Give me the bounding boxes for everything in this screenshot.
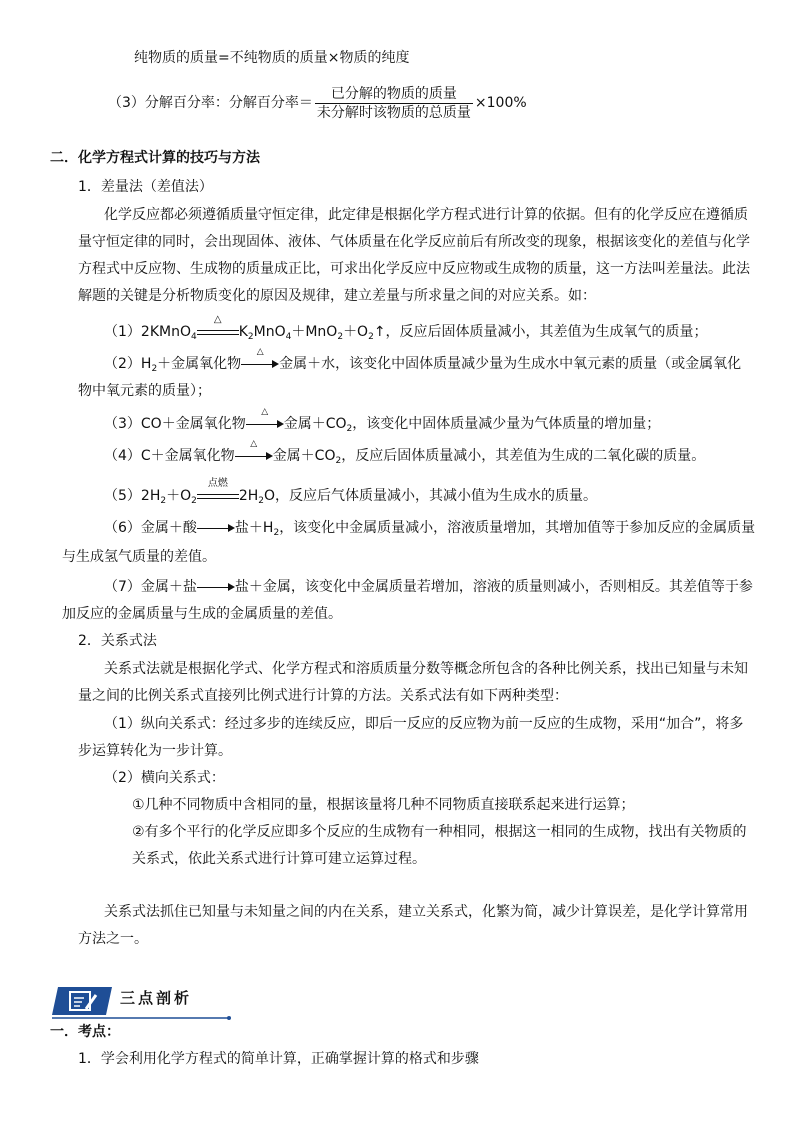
subscript: 2	[258, 496, 265, 506]
reaction-arrow	[241, 347, 279, 371]
product: ＋O	[343, 324, 369, 340]
reaction-arrow	[197, 521, 235, 535]
paragraph-line: （2）横向关系式：	[104, 770, 225, 786]
reactant: （7）金属＋盐	[104, 579, 197, 595]
product: K	[238, 324, 248, 340]
reaction-3	[104, 407, 661, 439]
explanation: ，反应后固体质量减小，其差值为生成的二氧化碳的质量。	[341, 448, 706, 464]
equals-sign	[197, 478, 239, 503]
subscript: 2	[368, 332, 374, 342]
explanation: O，反应后气体质量减小，其减小值为生成水的质量。	[264, 488, 598, 504]
explanation: ，该变化中金属质量减小，溶液质量增加，其增加值等于参加反应的金属质量	[279, 520, 756, 536]
product: 金属＋CO	[283, 416, 347, 432]
reaction-arrow	[235, 439, 273, 463]
reaction-arrow	[197, 580, 235, 594]
paragraph-line: 关系式法抓住已知量与未知量之间的内在关系，建立关系式，化繁为简，减少计算误差，是化学计算常用	[104, 904, 748, 920]
section-heading: 一．考点：	[50, 1024, 120, 1040]
subscript: 4	[190, 332, 197, 342]
reaction-arrow	[246, 407, 284, 431]
purity-formula: 纯物质的质量=不纯物质的质量×物质的纯度	[134, 50, 410, 66]
subscript: 4	[285, 332, 292, 342]
equals-sign	[197, 314, 239, 339]
product: ＋MnO	[291, 324, 338, 340]
list-item: 1．学会利用化学方程式的简单计算，正确掌握计算的格式和步骤	[78, 1051, 479, 1067]
decomposition-formula	[108, 84, 527, 122]
reactant: （6）金属＋酸	[104, 520, 197, 536]
paragraph-line: 解题的关键是分析物质变化的原因及规律，建立差量与所求量之间的对应关系。如：	[78, 288, 596, 304]
fraction-numerator: 已分解的物质的质量	[315, 85, 473, 104]
paragraph-line: 方法之一。	[78, 931, 148, 947]
banner-title: 三点剖析	[120, 989, 193, 1007]
explanation: 盐＋金属，该变化中金属质量若增加，溶液的质量则减小，否则相反。其差值等于参	[234, 579, 753, 595]
explanation: 金属＋水，该变化中固体质量减少量为生成水中氧元素的质量（或金属氧化	[279, 356, 742, 372]
subscript: 2	[191, 496, 197, 506]
paragraph-line: 关系式法就是根据化学式、化学方程式和溶质质量分数等概念所包含的各种比例关系，找出已知量与未知	[104, 661, 748, 677]
ignition-condition: 点燃	[207, 478, 228, 489]
paragraph-line: （1）纵向关系式：经过多步的连续反应，即后一反应的反应物为前一反应的生成物，采用“加合”，将多	[104, 716, 744, 732]
reaction-1	[104, 314, 708, 347]
paragraph-line: 量守恒定律的同时，会出现固体、液体、气体质量在化学反应前后有所改变的现象，根据该变化的差值与化学	[78, 234, 750, 250]
reactant: （2）H	[104, 356, 152, 372]
heat-condition: △	[256, 347, 264, 357]
paragraph-line: 加反应的金属质量与生成的金属质量的差值。	[62, 606, 342, 622]
heat-condition: △	[213, 314, 222, 325]
reaction-2	[104, 347, 742, 379]
subscript: 2	[151, 364, 158, 374]
list-item: 关系式，依此关系式进行计算可建立运算过程。	[132, 851, 426, 867]
fraction	[315, 85, 473, 122]
reactant: ＋金属氧化物	[157, 356, 242, 372]
reaction-6	[104, 518, 755, 543]
method-title: 2．关系式法	[78, 633, 157, 649]
reactant: （1）2KMnO	[104, 324, 191, 340]
method-title: 1．差量法（差值法）	[78, 179, 213, 195]
formula-tail: ×100%	[474, 95, 527, 111]
paragraph-line: 物中氧元素的质量）；	[78, 383, 211, 399]
subscript: 2	[273, 528, 280, 538]
subscript: 2	[160, 496, 167, 506]
subscript: 2	[346, 424, 353, 434]
formula-label: （3）分解百分率：分解百分率＝	[108, 95, 313, 111]
reaction-5	[104, 478, 598, 511]
reactant: （3）CO＋金属氧化物	[104, 416, 246, 432]
product: 盐＋H	[234, 520, 274, 536]
product: 2H	[238, 488, 259, 504]
reaction-4	[104, 439, 706, 471]
product: 金属＋CO	[272, 448, 336, 464]
subscript: 2	[247, 332, 254, 342]
explanation: ，该变化中固体质量减少量为气体质量的增加量；	[352, 416, 661, 432]
heat-condition: △	[261, 407, 269, 417]
fraction-denominator: 未分解时该物质的总质量	[316, 104, 471, 121]
reactant: （4）C＋金属氧化物	[104, 448, 235, 464]
reaction-7	[104, 577, 753, 597]
section-banner	[52, 983, 232, 1023]
paragraph-line: 与生成氢气质量的差值。	[62, 549, 216, 565]
heat-condition: △	[250, 439, 258, 449]
reactant: （5）2H	[104, 488, 161, 504]
paragraph-line: 量之间的比例关系式直接列比例式进行计算的方法。关系式法有如下两种类型：	[78, 688, 568, 704]
paragraph-line: 方程式中反应物、生成物的质量成正比，可求出化学反应中反应物或生成物的质量，这一方法叫差量法。此法	[78, 261, 750, 277]
list-item: ①几种不同物质中含相同的量，根据该量将几种不同物质直接联系起来进行运算；	[132, 797, 635, 813]
subscript: 2	[335, 456, 342, 466]
paragraph-line: 步运算转化为一步计算。	[78, 743, 232, 759]
explanation: ↑，反应后固体质量减小，其差值为生成氧气的质量；	[373, 324, 708, 340]
paragraph-line: 化学反应都必须遵循质量守恒定律，此定律是根据化学方程式进行计算的依据。但有的化学反应在遵循质	[104, 207, 748, 223]
reactant: ＋O	[166, 488, 192, 504]
section-heading: 二．化学方程式计算的技巧与方法	[50, 150, 260, 166]
product: MnO	[253, 324, 286, 340]
list-item: ②有多个平行的化学反应即多个反应的生成物有一种相同，根据这一相同的生成物，找出有关物质的	[132, 824, 747, 840]
subscript: 2	[337, 332, 344, 342]
